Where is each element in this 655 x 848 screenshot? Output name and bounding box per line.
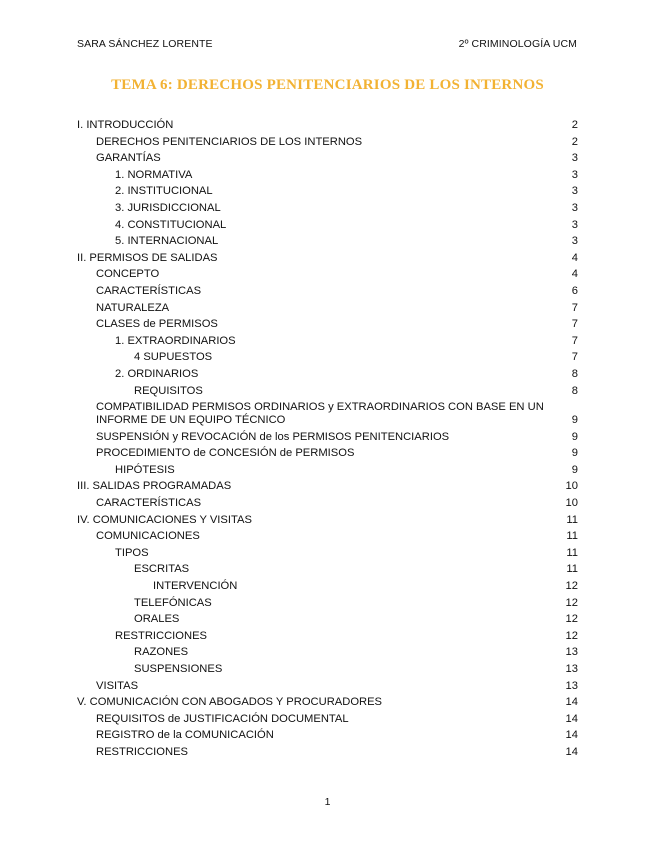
toc-entry[interactable] — [77, 351, 578, 364]
toc-entry-page: 9 — [571, 447, 578, 460]
page-header — [77, 38, 577, 50]
toc-entry-title: GARANTÍAS — [96, 152, 161, 165]
toc-entry[interactable] — [77, 680, 578, 693]
toc-entry[interactable] — [77, 729, 578, 742]
toc-entry[interactable] — [77, 185, 578, 198]
toc-entry[interactable] — [77, 119, 578, 132]
toc-entry-title: V. COMUNICACIÓN CON ABOGADOS Y PROCURADORES — [77, 696, 383, 709]
toc-entry-page: 3 — [571, 185, 578, 198]
toc-entry-page: 8 — [571, 367, 578, 380]
toc-entry-title: I. INTRODUCCIÓN — [77, 119, 174, 131]
toc-entry-page: 11 — [566, 530, 578, 543]
toc-entry[interactable] — [77, 385, 578, 398]
toc-entry[interactable] — [77, 169, 578, 182]
toc-entry[interactable] — [77, 514, 578, 527]
page-number: 1 — [324, 796, 331, 808]
toc-entry[interactable] — [77, 431, 578, 444]
toc-entry-page: 2 — [571, 119, 578, 131]
toc-entry-page: 8 — [571, 384, 578, 397]
document-title: TEMA 6: DERECHOS PENITENCIARIOS DE LOS INTERNOS — [111, 77, 544, 93]
toc-entry[interactable] — [77, 335, 578, 348]
toc-entry-page: 13 — [565, 679, 578, 692]
toc-entry-page: 11 — [566, 546, 578, 559]
toc-entry-page: 14 — [565, 696, 578, 709]
toc-entry-title: 1. EXTRAORDINARIOS — [115, 334, 236, 347]
toc-entry-page: 13 — [565, 663, 578, 675]
header-author: SARA SÁNCHEZ LORENTE — [77, 38, 213, 50]
toc-entry-page: 3 — [571, 201, 578, 214]
toc-entry-title: REQUISITOS de JUSTIFICACIÓN DOCUMENTAL — [96, 712, 349, 725]
table-of-contents — [77, 119, 578, 763]
toc-entry-title: CONCEPTO — [96, 268, 160, 281]
toc-entry[interactable] — [77, 630, 578, 643]
toc-entry-page: 7 — [571, 334, 578, 347]
toc-entry-title: 2. ORDINARIOS — [115, 367, 199, 380]
toc-entry-title: CARACTERÍSTICAS — [96, 284, 202, 297]
toc-entry[interactable] — [77, 235, 578, 248]
toc-entry[interactable] — [77, 613, 578, 626]
toc-entry-page: 2 — [571, 135, 578, 148]
toc-entry[interactable] — [77, 152, 578, 165]
toc-entry-page: 10 — [565, 497, 578, 510]
toc-entry[interactable] — [77, 563, 578, 576]
toc-entry-page: 12 — [565, 596, 578, 609]
toc-entry[interactable] — [77, 696, 578, 709]
toc-entry-page: 3 — [571, 235, 578, 248]
toc-entry[interactable] — [77, 268, 578, 281]
toc-entry-title: 5. INTERNACIONAL — [115, 235, 219, 248]
toc-entry-title: SUSPENSIONES — [134, 663, 223, 675]
toc-entry-title: 2. INSTITUCIONAL — [115, 185, 213, 198]
toc-entry-page: 7 — [571, 351, 578, 364]
toc-entry-page: 14 — [565, 745, 578, 758]
toc-entry-title: DERECHOS PENITENCIARIOS DE LOS INTERNOS — [96, 135, 363, 148]
toc-entry-title: ESCRITAS — [134, 563, 190, 576]
toc-entry[interactable] — [77, 663, 578, 676]
toc-entry-page: 7 — [571, 301, 578, 314]
header-course: 2º CRIMINOLOGÍA UCM — [458, 38, 577, 50]
toc-entry-title: TIPOS — [115, 546, 149, 559]
toc-entry[interactable] — [77, 368, 578, 381]
toc-entry[interactable] — [77, 713, 578, 726]
toc-entry-page: 10 — [565, 480, 578, 493]
toc-entry[interactable] — [77, 547, 578, 560]
toc-entry-title: CLASES de PERMISOS — [96, 318, 218, 331]
toc-entry-page: 9 — [571, 414, 578, 427]
toc-entry-title: HIPÓTESIS — [115, 463, 175, 476]
toc-entry-page: 14 — [565, 712, 578, 725]
toc-entry-page: 14 — [565, 729, 578, 742]
toc-entry-page: 6 — [571, 284, 578, 297]
toc-entry[interactable] — [77, 746, 578, 759]
toc-entry-page: 7 — [571, 318, 578, 331]
toc-entry-title: TELEFÓNICAS — [134, 596, 212, 609]
toc-entry-page: 3 — [571, 152, 578, 165]
toc-entry-title: COMPATIBILIDAD PERMISOS ORDINARIOS y EXTRAORDINARIOS CON BASE EN UN INFORME DE UN EQUIPO TÉCNICO — [96, 401, 544, 427]
toc-entry-page: 13 — [565, 646, 578, 659]
toc-entry-page: 12 — [565, 613, 578, 626]
toc-entry-title: PROCEDIMIENTO de CONCESIÓN de PERMISOS — [96, 447, 355, 460]
toc-entry-title: 4. CONSTITUCIONAL — [115, 218, 227, 231]
toc-entry-title: ORALES — [134, 613, 180, 626]
toc-entry[interactable] — [77, 597, 578, 610]
toc-entry[interactable] — [77, 401, 578, 427]
toc-entry-title: II. PERMISOS DE SALIDAS — [77, 251, 218, 264]
toc-entry[interactable] — [77, 302, 578, 315]
toc-entry[interactable] — [77, 480, 578, 493]
toc-entry-title: 3. JURISDICCIONAL — [115, 201, 221, 214]
toc-entry-page: 9 — [571, 463, 578, 476]
toc-entry-title: NATURALEZA — [96, 301, 170, 314]
toc-entry-page: 3 — [571, 168, 578, 181]
toc-entry-title: III. SALIDAS PROGRAMADAS — [77, 480, 232, 493]
toc-entry-title: RESTRICCIONES — [115, 629, 207, 642]
toc-entry-page: 11 — [566, 563, 578, 576]
toc-entry[interactable] — [77, 202, 578, 215]
toc-entry[interactable] — [77, 464, 578, 477]
toc-entry-title: SUSPENSIÓN y REVOCACIÓN de los PERMISOS PENITENCIARIOS — [96, 430, 450, 443]
toc-entry[interactable] — [77, 219, 578, 232]
toc-entry-title: REQUISITOS — [134, 384, 203, 397]
toc-entry[interactable] — [77, 136, 578, 149]
toc-entry[interactable] — [77, 318, 578, 331]
toc-entry[interactable] — [77, 580, 578, 593]
toc-entry-title: VISITAS — [96, 679, 139, 692]
toc-entry-title: IV. COMUNICACIONES Y VISITAS — [77, 513, 252, 526]
toc-entry-title: INTERVENCIÓN — [153, 580, 238, 593]
toc-entry-page: 9 — [571, 430, 578, 443]
toc-entry-page: 4 — [571, 251, 578, 264]
toc-entry-page: 12 — [565, 629, 578, 642]
toc-entry[interactable] — [77, 530, 578, 543]
page-footer — [0, 796, 655, 808]
toc-entry-title: RESTRICCIONES — [96, 745, 188, 758]
toc-entry-page: 12 — [565, 580, 578, 593]
toc-entry-title: COMUNICACIONES — [96, 530, 200, 543]
toc-entry[interactable] — [77, 285, 578, 298]
toc-entry[interactable] — [77, 646, 578, 659]
toc-entry-page: 3 — [571, 218, 578, 231]
toc-entry-page: 11 — [566, 513, 578, 526]
toc-entry-title: 4 SUPUESTOS — [134, 351, 213, 364]
toc-entry-title: REGISTRO de la COMUNICACIÓN — [96, 729, 274, 742]
toc-entry[interactable] — [77, 497, 578, 510]
toc-entry-page: 4 — [571, 268, 578, 281]
toc-entry[interactable] — [77, 447, 578, 460]
toc-entry[interactable] — [77, 252, 578, 265]
toc-entry-title: RAZONES — [134, 646, 189, 659]
toc-entry-title: 1. NORMATIVA — [115, 168, 193, 181]
toc-entry-title: CARACTERÍSTICAS — [96, 497, 202, 510]
